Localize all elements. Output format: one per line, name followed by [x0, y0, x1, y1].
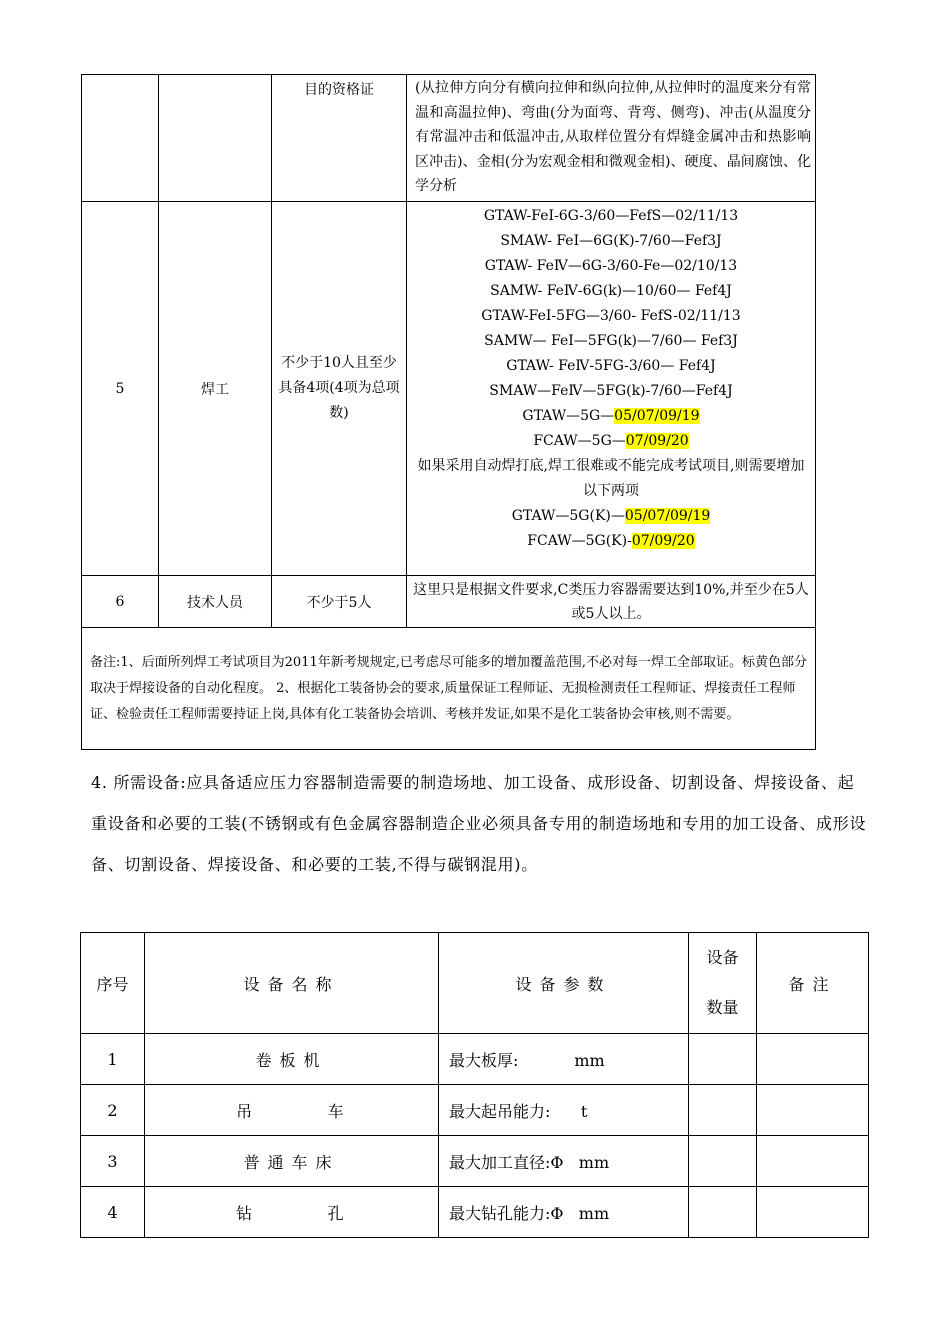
remarks-row	[82, 628, 816, 750]
row-number: 6	[82, 576, 159, 628]
equipment-param: 最大板厚: mm	[439, 1034, 689, 1085]
cert-item: FCAW—5G(K)-07/09/20	[527, 533, 695, 549]
table-row	[81, 1187, 869, 1238]
table-row	[82, 202, 816, 576]
auto-welding-note: 如果采用自动焊打底,焊工很难或不能完成考试项目,则需要增加以下两项	[417, 458, 805, 499]
cert-item: SMAW- FeⅠ—6G(K)-7/60—Fef3J	[500, 233, 722, 249]
cert-purpose: 目的资格证	[304, 82, 374, 98]
equipment-name: 吊 车	[145, 1085, 439, 1136]
requirement: 不少于5人	[272, 576, 407, 628]
equipment-remark	[757, 1034, 869, 1085]
highlighted-code: 07/09/20	[631, 533, 695, 549]
remark-2: 2、根据化工装备协会的要求,质量保证工程师证、无损检测责任工程师证、焊接责任工程师证、检验责任工程师需要持证上岗,具体有化工装备协会培训、考核并发证,如果不是化工装备协会审核,则不需要。	[90, 680, 796, 722]
cert-item: SMAW—FeⅣ—5FG(k)-7/60—Fef4J	[489, 383, 733, 399]
personnel-type: 焊工	[159, 202, 272, 576]
remark-1: 备注:1、后面所列焊工考试项目为2011年新考规规定,已考虑尽可能多的增加覆盖范围,不必对每一焊工全部取证。标黄色部分取决于焊接设备的自动化程度。	[90, 654, 808, 696]
cert-item: SAMW— FeⅠ—5FG(k)—7/60— Fef3J	[484, 333, 738, 349]
highlighted-code: 05/07/09/19	[614, 408, 700, 424]
test-items-text: (从拉伸方向分有横向拉伸和纵向拉伸,从拉伸时的温度来分有常温和高温拉伸)、弯曲(分为面弯、背弯、侧弯)、冲击(从温度分有常温冲击和低温冲击,从取样位置分有焊缝金属冲击和热影响区冲击)、金相(分为宏观金相和微观金相)、硬度、晶间腐蚀、化学分析	[415, 80, 811, 194]
welder-cert-list	[407, 202, 816, 576]
highlighted-code: 05/07/09/19	[624, 508, 711, 524]
row-no: 4	[81, 1187, 145, 1238]
cert-item: FCAW—5G—07/09/20	[533, 433, 689, 449]
equipment-remark	[757, 1187, 869, 1238]
equipment-qty	[689, 1034, 757, 1085]
table-row	[82, 75, 816, 202]
equipment-table	[80, 932, 869, 1238]
row-no: 1	[81, 1034, 145, 1085]
table-row	[81, 1085, 869, 1136]
equipment-remark	[757, 1136, 869, 1187]
header-remark: 备注	[757, 933, 869, 1034]
equipment-qty	[689, 1136, 757, 1187]
section-4-paragraph: 4. 所需设备:应具备适应压力容器制造需要的制造场地、加工设备、成形设备、切割设备、焊接设备、起重设备和必要的工装(不锈钢或有色金属容器制造企业必须具备专用的制造场地和专用的加工设备、成形设备、切割设备、焊接设备、和必要的工装,不得与碳钢混用)。	[91, 773, 867, 874]
equipment-remark	[757, 1085, 869, 1136]
cert-item: GTAW- FeⅣ-5FG-3/60— Fef4J	[506, 358, 716, 374]
row-no: 2	[81, 1085, 145, 1136]
tech-staff-note: 这里只是根据文件要求,C类压力容器需要达到10%,并至少在5人或5人以上。	[407, 576, 816, 628]
header-no: 序号	[81, 933, 145, 1034]
remarks-cell	[82, 628, 816, 750]
table-row	[81, 1034, 869, 1085]
row-no: 3	[81, 1136, 145, 1187]
cert-item: GTAW- FeⅣ—6G-3/60-Fe—02/10/13	[484, 258, 738, 274]
equipment-qty	[689, 1187, 757, 1238]
requirement: 不少于10人且至少具备4项(4项为总项数)	[272, 202, 407, 576]
equipment-name: 钻 孔	[145, 1187, 439, 1238]
cert-item: GTAW—5G—05/07/09/19	[522, 408, 700, 424]
highlighted-code: 07/09/20	[625, 433, 689, 449]
equipment-qty	[689, 1085, 757, 1136]
cert-purpose-cell	[272, 75, 407, 202]
welder-requirements-table	[81, 74, 816, 750]
cert-item: GTAW-FeⅠ-6G-3/60—FefS—02/11/13	[483, 208, 739, 224]
equipment-name: 普通车床	[145, 1136, 439, 1187]
cert-item: SAMW- FeⅣ-6G(k)—10/60— Fef4J	[490, 283, 732, 299]
table-header-row	[81, 933, 869, 1034]
header-qty: 设备 数量	[689, 933, 757, 1034]
equipment-name: 卷板机	[145, 1034, 439, 1085]
test-items-cell	[407, 75, 816, 202]
table-row	[81, 1136, 869, 1187]
cert-item: GTAW—5G(K)—05/07/09/19	[511, 508, 711, 524]
equipment-param: 最大加工直径:Φ mm	[439, 1136, 689, 1187]
cert-item: GTAW-FeⅠ-5FG—3/60- FefS-02/11/13	[481, 308, 741, 324]
header-param: 设备参数	[439, 933, 689, 1034]
equipment-param: 最大钻孔能力:Φ mm	[439, 1187, 689, 1238]
table-row	[82, 576, 816, 628]
header-name: 设备名称	[145, 933, 439, 1034]
row-number: 5	[82, 202, 159, 576]
personnel-type: 技术人员	[159, 576, 272, 628]
equipment-param: 最大起吊能力: t	[439, 1085, 689, 1136]
